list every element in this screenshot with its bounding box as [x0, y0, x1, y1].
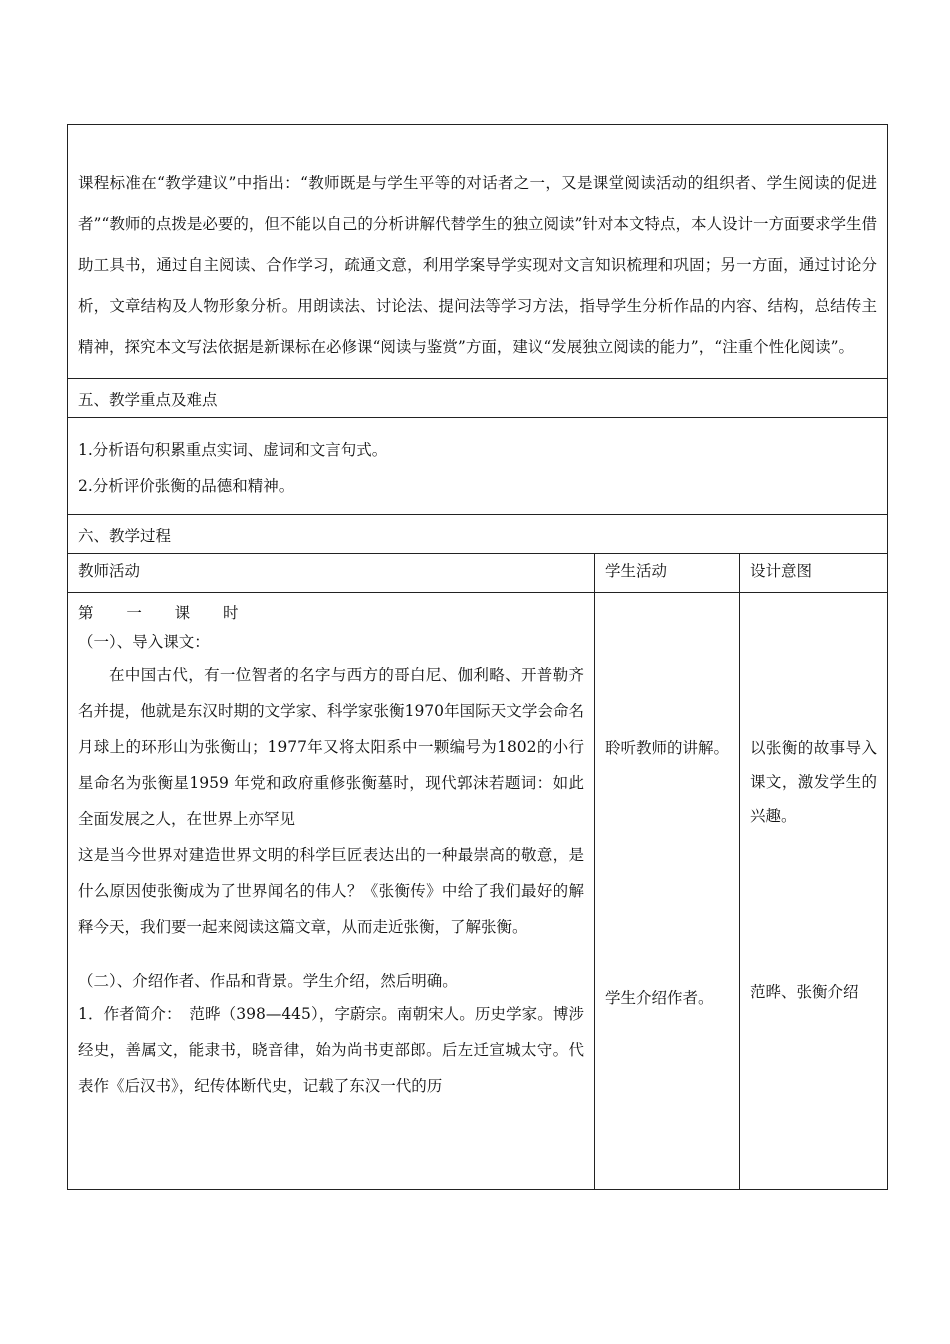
lesson-label: 第 一 课 时	[78, 604, 253, 622]
key-point-item: 2.分析评价张衡的品德和精神。	[78, 477, 295, 495]
step2-paragraph: 1．作者简介： 范晔（398—445），字蔚宗。南朝宋人。历史学家。博涉经史，善属文，能隶书，晓音律，始为尚书吏部郎。后左迁宣城太守。代表作《后汉书》，纪传体断代史，记载了东汉一代的历	[78, 1005, 584, 1095]
lesson-plan-table	[67, 124, 888, 1190]
key-points-list	[68, 418, 888, 515]
column-header-intent: 设计意图	[740, 554, 888, 593]
section5-title: 五、教学重点及难点	[68, 379, 888, 418]
column-header-teacher: 教师活动	[68, 554, 595, 593]
design-intent-cell	[740, 593, 888, 1190]
step1-paragraph-2: 这是当今世界对建造世界文明的科学巨匠表达出的一种最崇高的敬意，是什么原因使张衡成为了世界闻名的伟人？《张衡传》中给了我们最好的解释今天，我们要一起来阅读这篇文章，从而走近张衡，了解张衡。	[78, 846, 584, 936]
student-activity-1: 聆听教师的讲解。	[605, 739, 730, 757]
step2-title: （二）、介绍作者、作品和背景。学生介绍，然后明确。	[78, 972, 458, 990]
column-header-student: 学生活动	[595, 554, 740, 593]
step1-title: （一）、导入课文：	[78, 633, 210, 651]
key-point-item: 1.分析语句积累重点实词、虚词和文言句式。	[78, 441, 388, 459]
section6-title: 六、教学过程	[68, 515, 888, 554]
design-intent-2: 范晔、张衡介绍	[750, 983, 859, 1001]
design-intent-1: 以张衡的故事导入课文，激发学生的兴趣。	[750, 739, 878, 825]
teacher-activity-cell	[68, 593, 595, 1190]
intro-paragraph: 课程标准在“教学建议”中指出：“教师既是与学生平等的对话者之一，又是课堂阅读活动的组织者、学生阅读的促进者”“教师的点拨是必要的，但不能以自己的分析讲解代替学生的独立阅读”针对本文特点，本人设计一方面要求学生借助工具书，通过自主阅读、合作学习，疏通文意，利用学案导学实现对文言知识梳理和巩固；另一方面，通过讨论分析，文章结构及人物形象分析。用朗读法、讨论法、提问法等学习方法，指导学生分析作品的内容、结构，总结传主精神，探究本文写法依据是新课标在必修课“阅读与鉴赏”方面，建议“发展独立阅读的能力”，“注重个性化阅读”。	[68, 125, 888, 379]
student-activity-cell	[595, 593, 740, 1190]
student-activity-2: 学生介绍作者。	[605, 989, 714, 1007]
step1-paragraph: 在中国古代，有一位智者的名字与西方的哥白尼、伽利略、开普勒齐名并提，他就是东汉时期的文学家、科学家张衡1970年国际天文学会命名月球上的环形山为张衡山；1977年又将太阳系中一颗编号为1802的小行星命名为张衡星1959 年党和政府重修张衡墓时，现代郭沫若题词：如此全面发展之人，在世界上亦罕见	[78, 666, 584, 828]
